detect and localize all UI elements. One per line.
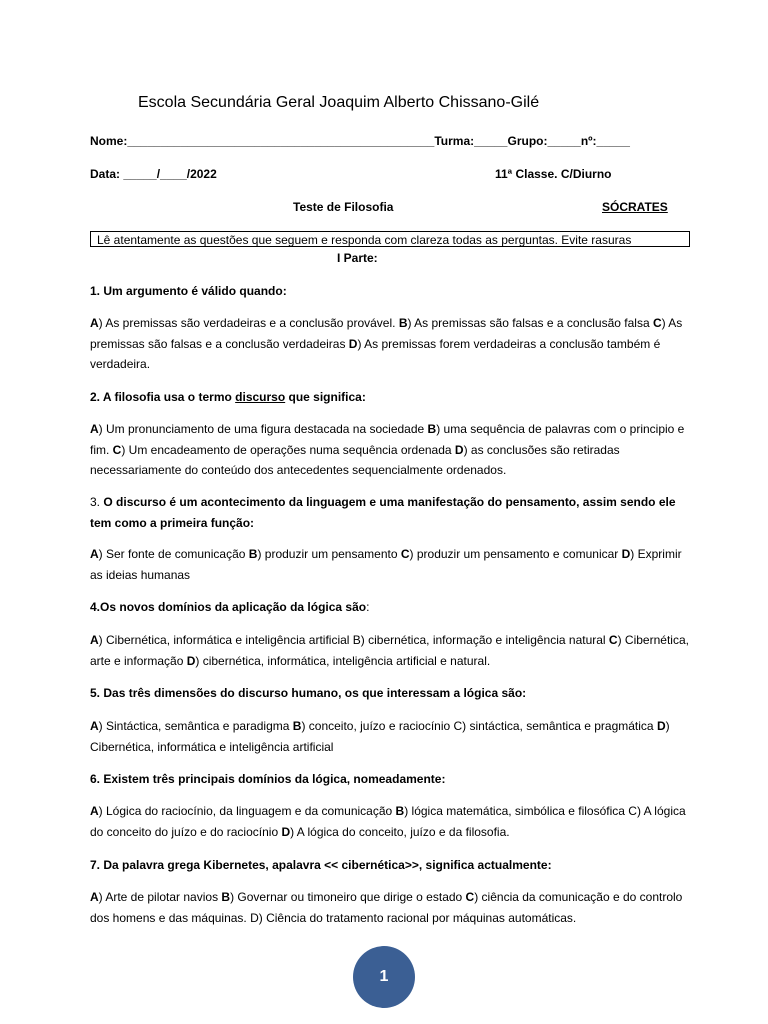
answers-5 bbox=[90, 716, 690, 757]
option-label: D bbox=[621, 547, 631, 561]
question-text-tail: : bbox=[366, 600, 370, 614]
part-title: I Parte: bbox=[337, 251, 378, 265]
option-label: C bbox=[608, 633, 618, 647]
option-text: ) cibernética, informática, inteligência artificial e natural. bbox=[195, 653, 491, 668]
option-label: C bbox=[465, 890, 475, 904]
option-label: A bbox=[90, 422, 99, 436]
instructions-box: Lê atentamente as questões que seguem e responda com clareza todas as perguntas. Evite rasuras bbox=[90, 231, 690, 247]
option-label: D bbox=[348, 336, 358, 351]
option-label: A bbox=[90, 719, 99, 733]
answers-1 bbox=[90, 313, 690, 375]
option-label: C bbox=[112, 442, 122, 457]
question-4 bbox=[90, 597, 690, 618]
option-text: ) Governar ou timoneiro que dirige o estado bbox=[230, 890, 466, 904]
answers-6 bbox=[90, 801, 690, 842]
option-text: ) As premissas são falsas e a conclusão verdadeiras bbox=[90, 316, 683, 351]
question-text: Existem três principais domínios da lógica, nomeadamente: bbox=[103, 772, 446, 786]
option-text: ) Um pronunciamento de uma figura destacada na sociedade bbox=[98, 422, 428, 436]
option-text: ) lógica matemática, simbólica e filosófica C) A lógica do conceito do juízo e do raciocínio bbox=[90, 804, 686, 839]
answers-2 bbox=[90, 419, 690, 481]
option-text: ) Cibernética, informática e inteligência artificial B) cibernética, informação e inteligência natural bbox=[98, 633, 609, 647]
option-label: B bbox=[427, 422, 437, 436]
option-label: B bbox=[398, 316, 408, 330]
option-label: D bbox=[656, 719, 666, 733]
option-text: ) Um encadeamento de operações numa sequência ordenada bbox=[121, 442, 455, 457]
answers-7 bbox=[90, 887, 690, 928]
option-label: B bbox=[292, 719, 302, 733]
question-6 bbox=[90, 769, 690, 790]
option-label: A bbox=[90, 890, 99, 904]
question-text: Os novos domínios da aplicação da lógica são bbox=[100, 600, 367, 614]
option-label: B bbox=[395, 804, 405, 818]
option-label: A bbox=[90, 316, 99, 330]
question-text: Da palavra grega Kibernetes, apalavra << cibernética>>, significa actualmente: bbox=[103, 858, 552, 872]
option-text: ) As premissas forem verdadeiras a conclusão também é verdadeira. bbox=[90, 336, 661, 371]
question-1 bbox=[90, 281, 690, 302]
option-text: ) As premissas são falsas e a conclusão falsa bbox=[407, 316, 653, 330]
question-number: 4. bbox=[90, 600, 101, 614]
option-label: A bbox=[90, 633, 99, 647]
option-text: ) ciência da comunicação e do controlo dos homens e das máquinas. D) Ciência do tratamento racional por máquinas automáticas. bbox=[90, 890, 683, 925]
question-number: 3. bbox=[90, 495, 101, 509]
option-text: ) Ser fonte de comunicação bbox=[98, 547, 249, 561]
option-label: C bbox=[652, 316, 662, 330]
question-text: que significa: bbox=[285, 390, 366, 404]
question-text: A filosofia usa o termo bbox=[102, 390, 236, 404]
question-text: O discurso é um acontecimento da linguagem e uma manifestação do pensamento, assim sendo ele tem como a primeira função: bbox=[90, 495, 676, 530]
option-text: ) Sintáctica, semântica e paradigma bbox=[98, 719, 293, 733]
question-text: Das três dimensões do discurso humano, os que interessam a lógica são: bbox=[103, 686, 527, 700]
question-5 bbox=[90, 683, 690, 704]
option-text: ) Exprimir as ideias humanas bbox=[90, 547, 682, 582]
question-number: 6. bbox=[90, 772, 101, 786]
question-underlined-term: discurso bbox=[235, 390, 286, 404]
test-variant: SÓCRATES bbox=[602, 200, 668, 214]
answers-3 bbox=[90, 544, 690, 585]
option-text: ) Arte de pilotar navios bbox=[98, 890, 222, 904]
page-number-badge: 1 bbox=[353, 946, 415, 1008]
option-label: B bbox=[221, 890, 231, 904]
question-number: 7. bbox=[90, 858, 101, 872]
option-text: ) conceito, juízo e raciocínio C) sintáctica, semântica e pragmática bbox=[301, 719, 657, 733]
question-text: Um argumento é válido quando: bbox=[103, 284, 287, 298]
answers-4 bbox=[90, 630, 690, 671]
test-title: Teste de Filosofia bbox=[293, 200, 394, 214]
question-number: 2. bbox=[90, 390, 101, 404]
option-label: A bbox=[90, 804, 99, 818]
option-label: A bbox=[90, 547, 99, 561]
option-text: ) as conclusões são retiradas necessariamente do conteúdo dos antecedentes sequencialmente ordenados. bbox=[90, 442, 620, 477]
option-label: D bbox=[454, 442, 464, 457]
option-text: ) As premissas são verdadeiras e a conclusão provável. bbox=[98, 316, 399, 330]
class-line: 11ª Classe. C/Diurno bbox=[495, 167, 612, 181]
option-label: D bbox=[281, 824, 291, 839]
option-text: ) Lógica do raciocínio, da linguagem e da comunicação bbox=[98, 804, 396, 818]
date-line: Data: _____/____/2022 bbox=[90, 167, 217, 181]
option-text: ) produzir um pensamento e comunicar bbox=[409, 547, 622, 561]
name-line: Nome:______________________________________________Turma:_____Grupo:_____nº:_____ bbox=[90, 134, 630, 148]
school-title: Escola Secundária Geral Joaquim Alberto Chissano-Gilé bbox=[138, 94, 540, 111]
question-2 bbox=[90, 387, 690, 408]
option-label: D bbox=[186, 653, 196, 668]
question-7 bbox=[90, 855, 690, 876]
option-label: C bbox=[400, 547, 410, 561]
question-number: 1. bbox=[90, 284, 101, 298]
option-text: ) uma sequência de palavras com o principio e fim. bbox=[90, 422, 685, 457]
question-number: 5. bbox=[90, 686, 101, 700]
option-text: ) Cibernética, arte e informação bbox=[90, 633, 689, 668]
option-label: B bbox=[248, 547, 258, 561]
option-text: ) Cibernética, informática e inteligência artificial bbox=[90, 719, 670, 754]
option-text: ) produzir um pensamento bbox=[257, 547, 401, 561]
question-3 bbox=[90, 492, 690, 533]
option-text: ) A lógica do conceito, juízo e da filosofia. bbox=[290, 824, 510, 839]
